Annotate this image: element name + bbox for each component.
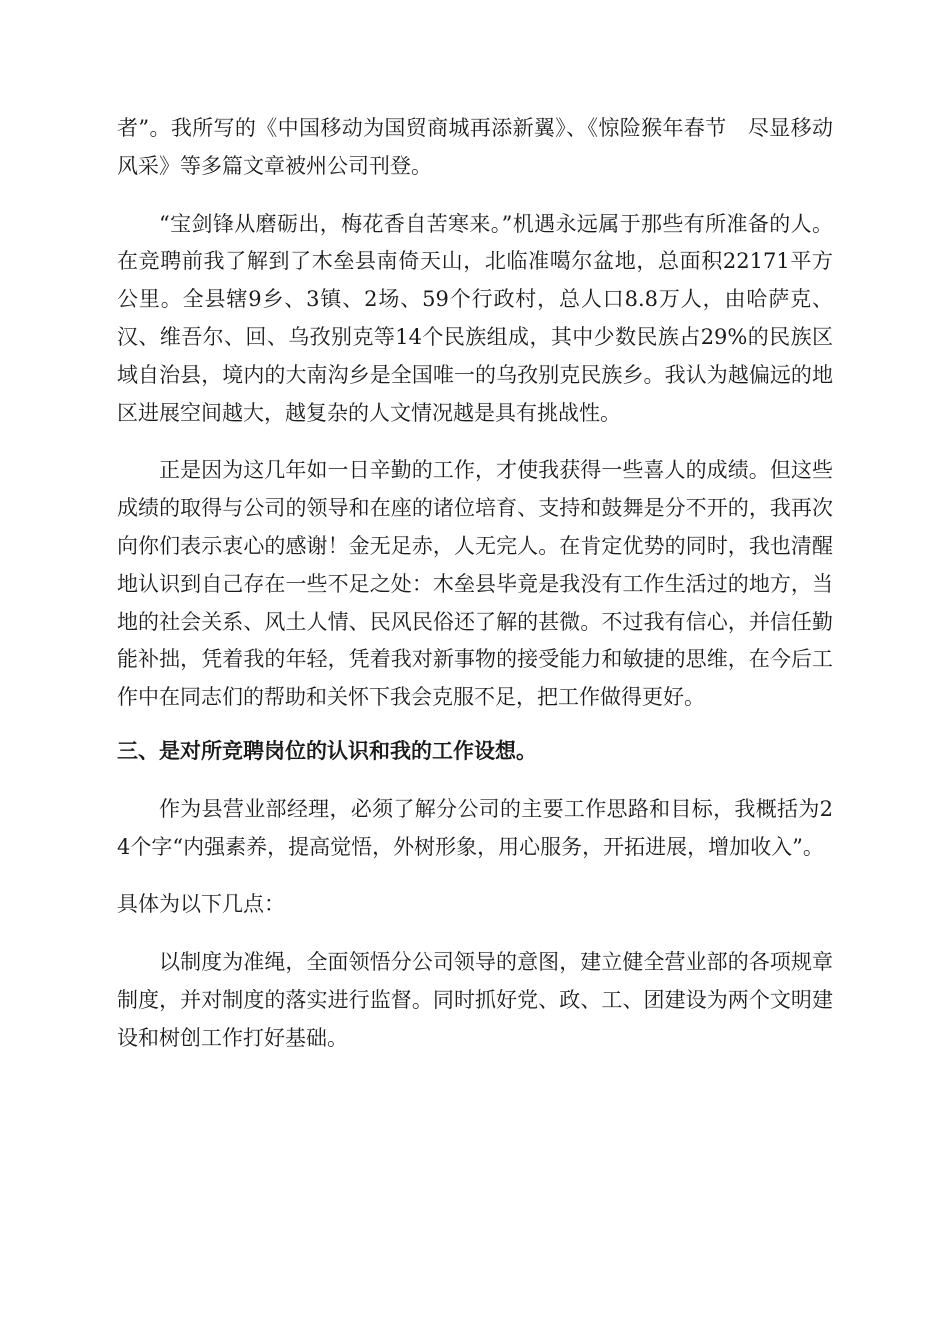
section-heading: 三、是对所竞聘岗位的认识和我的工作设想。 xyxy=(117,738,537,763)
paragraph-specific-points: 具体为以下几点： xyxy=(117,892,285,917)
paragraph-continuation: 者”。我所写的《中国移动为国贸商城再添新翼》、《惊险猴年春节 尽显移动风采》等多篇文章被州公司刊登。 xyxy=(117,116,833,178)
paragraph-achievements: 正是因为这几年如一日辛勤的工作，才使我获得一些喜人的成绩。但这些成绩的取得与公司的领导和在座的诸位培育、支持和鼓舞是分不开的，我再次向你们表示衷心的感谢！金无足赤，人无完人。在肯定优势的同时，我也清醒地认识到自己存在一些不足之处：木垒县毕竟是我没有工作生活过的地方，当地的社会关系、风土人情、民风民俗还了解的甚微。不过我有信心，并信任勤能补拙，凭着我的年轻，凭着我对新事物的接受能力和敏捷的思维，在今后工作中在同志们的帮助和关怀下我会克服不足，把工作做得更好。 xyxy=(117,458,833,710)
paragraph-rules: 以制度为准绳，全面领悟分公司领导的意图，建立健全营业部的各项规章制度，并对制度的落实进行监督。同时抓好党、政、工、团建设为两个文明建设和树创工作打好基础。 xyxy=(117,950,833,1050)
paragraph-manager-goals: 作为县营业部经理，必须了解分公司的主要工作思路和目标，我概括为24个字“内强素养，提高觉悟，外树形象，用心服务，开拓进展，增加收入”。 xyxy=(117,796,833,859)
paragraph-baojian: “宝剑锋从磨砺出，梅花香自苦寒来。”机遇永远属于那些有所准备的人。在竞聘前我了解到了木垒县南倚天山，北临准噶尔盆地，总面积22171平方公里。全县辖9乡、3镇、2场、59个行政村，总人口8.8万人，由哈萨克、汉、维吾尔、回、乌孜别克等14个民族组成，其中少数民族占29%的民族区域自治县，境内的大南沟乡是全国唯一的乌孜别克民族乡。我认为越偏远的地区进展空间越大，越复杂的人文情况越是具有挑战性。 xyxy=(117,211,833,425)
document-page xyxy=(117,110,833,1058)
